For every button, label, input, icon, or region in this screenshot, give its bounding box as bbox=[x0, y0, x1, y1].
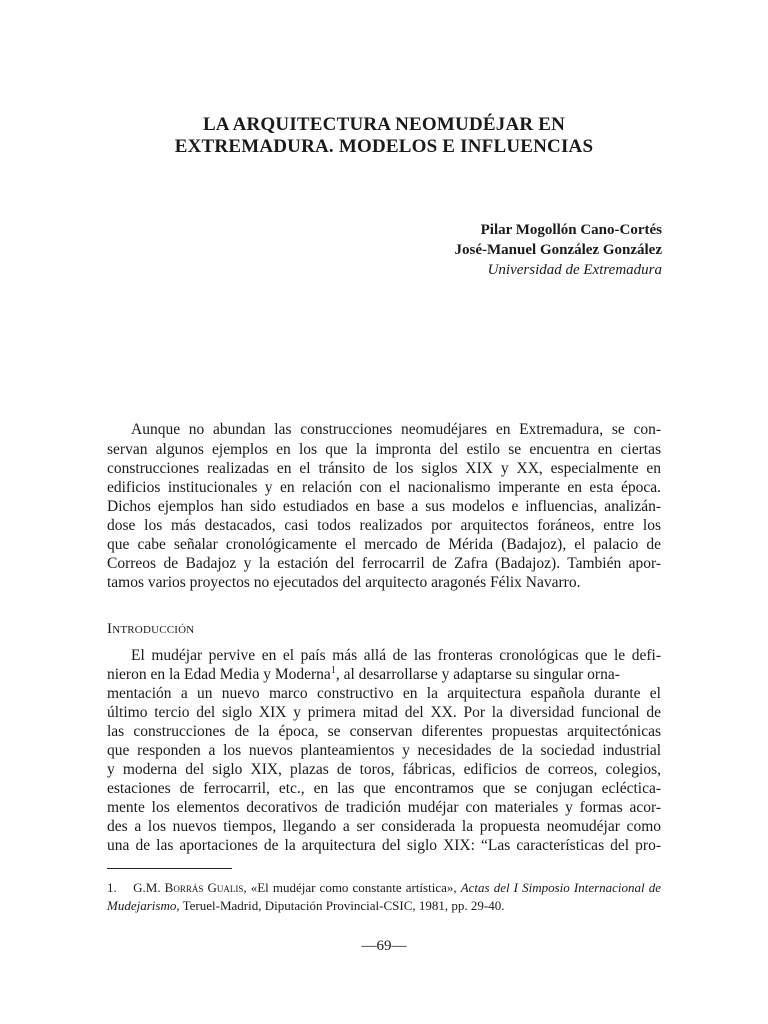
body-line: las construcciones de la época, se conservan diferentes propuestas arquitectónicas bbox=[107, 723, 661, 740]
footnote-source-title-cont: Mudejarismo bbox=[107, 898, 177, 913]
body-line: una de las aportaciones de la arquitectura del siglo XIX: “Las características del pro- bbox=[107, 837, 661, 854]
page-number: —69— bbox=[361, 938, 407, 954]
body-line: que responden a los nuevos planteamientos y necesidades de la sociedad industrial bbox=[107, 742, 661, 759]
footnote-rest: , Teruel-Madrid, Diputación Provincial-CSIC, 1981, pp. 29-40. bbox=[176, 898, 505, 913]
abstract-line: construcciones realizadas en el tránsito de los siglos XIX y XX, especialmente en bbox=[107, 460, 661, 477]
body-line: mente los elementos decorativos de tradición mudéjar con materiales y formas acor- bbox=[107, 799, 661, 816]
author-2: José-Manuel González González bbox=[454, 242, 662, 258]
footnote-line bbox=[107, 897, 661, 915]
body-line: y moderna del siglo XIX, plazas de toros, fábricas, edificios de correos, colegios, bbox=[107, 761, 661, 778]
footnote-author: G.M. Borrás Gualis bbox=[133, 880, 244, 895]
abstract-line: Aunque no abundan las construcciones neomudéjares en Extremadura, se con- bbox=[131, 421, 661, 438]
body-line: último tercio del siglo XIX y primera mitad del XX. Por la diversidad funcional de bbox=[107, 704, 661, 721]
body-line-part: nieron en la Edad Media y Moderna bbox=[107, 666, 331, 683]
abstract-line: dose los más destacados, casi todos realizados por arquitectos foráneos, entre los bbox=[107, 517, 661, 534]
body-line bbox=[107, 665, 661, 685]
body-line: estaciones de ferrocarril, etc., en las que encontramos que se conjugan ecléctica- bbox=[107, 780, 661, 797]
abstract-line: edificios institucionales y en relación con el nacionalismo imperante en esta época. bbox=[107, 479, 661, 496]
author-1: Pilar Mogollón Cano-Cortés bbox=[480, 222, 662, 238]
body-line: des a los nuevos tiempos, llegando a ser considerada la propuesta neomudéjar como bbox=[107, 818, 661, 835]
abstract-line: Dichos ejemplos han sido estudiados en base a sus modelos e influencias, analizán- bbox=[107, 498, 661, 515]
title-line-2: EXTREMADURA. MODELOS E INFLUENCIAS bbox=[174, 136, 594, 157]
abstract-line: que cabe señalar cronológicamente el mercado de Mérida (Badajoz), el palacio de bbox=[107, 536, 661, 553]
abstract-line: servan algunos ejemplos en los que la impronta del estilo se encuentra en ciertas bbox=[107, 441, 661, 458]
affiliation: Universidad de Extremadura bbox=[487, 262, 662, 278]
abstract-line: Correos de Badajoz y la estación del ferrocarril de Zafra (Badajoz). También apor- bbox=[107, 555, 661, 572]
footnote-divider bbox=[107, 868, 232, 869]
footnote-number: 1. bbox=[107, 880, 117, 895]
abstract-line: tamos varios proyectos no ejecutados del arquitecto aragonés Félix Navarro. bbox=[107, 574, 581, 591]
footnote-article: , «El mudéjar como constante artística», bbox=[243, 880, 461, 895]
footnote-marker[interactable]: 1 bbox=[330, 664, 336, 676]
title-line-1: LA ARQUITECTURA NEOMUDÉJAR EN bbox=[202, 114, 566, 135]
footnote-source-title: Actas del I Simposio Internacional de bbox=[460, 880, 662, 895]
body-line: El mudéjar pervive en el país más allá de las fronteras cronológicas que le defi- bbox=[131, 647, 661, 664]
body-line-part: , al desarrollarse y adaptarse su singular orna- bbox=[335, 666, 620, 683]
body-line: mentación a un nuevo marco constructivo en la arquitectura española durante el bbox=[107, 685, 661, 702]
footnote-line bbox=[107, 879, 661, 897]
section-heading: Introducción bbox=[107, 621, 195, 637]
